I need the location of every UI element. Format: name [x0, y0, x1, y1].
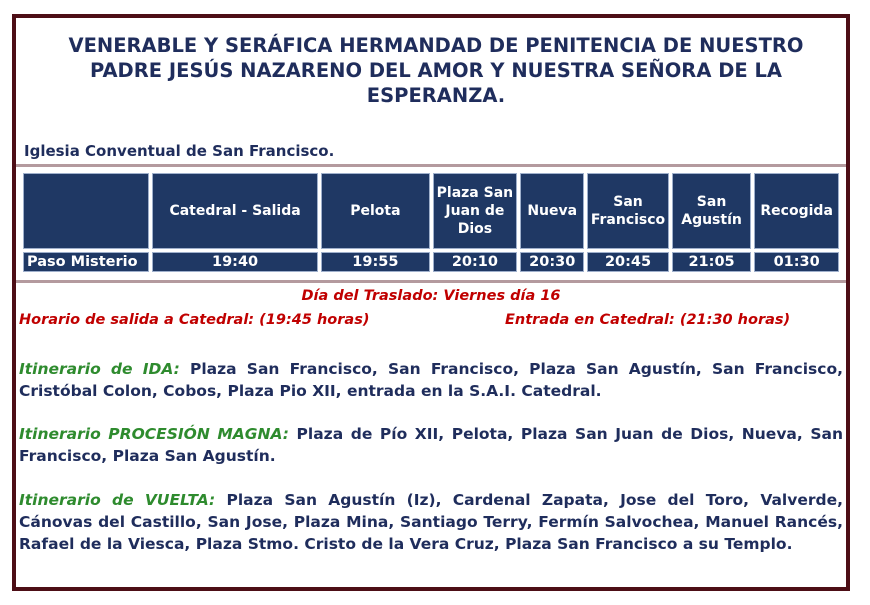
itinerario-magna-label: Itinerario PROCESIÓN MAGNA: [19, 425, 289, 443]
traslado-day: Día del Traslado: Viernes día 16 [301, 288, 561, 304]
header-cell-catedral-salida: Catedral - Salida [152, 173, 318, 249]
header-cell-san-francisco: San Francisco [587, 173, 669, 249]
itinerario-ida-label: Itinerario de IDA: [19, 360, 180, 378]
header-cell-nueva: Nueva [520, 173, 584, 249]
itinerario-vuelta [19, 489, 843, 555]
traslado-salida: Horario de salida a Catedral: (19:45 horas) [19, 312, 370, 328]
header-cell-san-agustin: San Agustín [672, 173, 752, 249]
table-row [23, 252, 839, 272]
itinerario-magna [19, 423, 843, 467]
itinerario-vuelta-text: Plaza San Agustín (Iz), Cardenal Zapata, Jose del Toro, Valverde, Cánovas del Castillo, San Jose, Plaza Mina, Santiago Terry, Fermín Salvochea, Manuel Rancés, Rafael de la Viesca, Plaza Stmo. Cristo de la Vera Cruz, Plaza San Francisco a su Templo. [19, 491, 843, 553]
document-frame [12, 14, 850, 591]
header-cell-plaza-san-juan-de-dios: Plaza San Juan de Dios [433, 173, 518, 249]
time-cell: 01:30 [754, 252, 839, 272]
header-cell-empty [23, 173, 149, 249]
traslado-entrada: Entrada en Catedral: (21:30 horas) [505, 312, 791, 328]
header-cell-pelota: Pelota [321, 173, 429, 249]
divider-bottom [16, 280, 846, 283]
time-cell: 19:40 [152, 252, 318, 272]
church-name: Iglesia Conventual de San Francisco. [24, 142, 335, 160]
itinerario-ida [19, 358, 843, 402]
row-label-paso-misterio: Paso Misterio [23, 252, 149, 272]
time-cell: 20:10 [433, 252, 518, 272]
table-header-row [23, 173, 839, 249]
time-cell: 20:30 [520, 252, 584, 272]
time-cell: 20:45 [587, 252, 669, 272]
time-cell: 19:55 [321, 252, 429, 272]
page-title: VENERABLE Y SERÁFICA HERMANDAD DE PENITENCIA DE NUESTRO PADRE JESÚS NAZARENO DEL AMOR Y NUESTRA SEÑORA DE LA ESPERANZA. [68, 34, 804, 107]
schedule-table [20, 170, 842, 275]
itinerario-vuelta-label: Itinerario de VUELTA: [19, 491, 216, 509]
time-cell: 21:05 [672, 252, 752, 272]
divider-top [16, 164, 846, 167]
itinerario-magna-text: Plaza de Pío XII, Pelota, Plaza San Juan de Dios, Nueva, San Francisco, Plaza San Agustín. [19, 425, 843, 465]
itinerario-ida-text: Plaza San Francisco, San Francisco, Plaza San Agustín, San Francisco, Cristóbal Colon, Cobos, Plaza Pio XII, entrada en la S.A.I. Catedral. [19, 360, 843, 400]
header-cell-recogida: Recogida [754, 173, 839, 249]
